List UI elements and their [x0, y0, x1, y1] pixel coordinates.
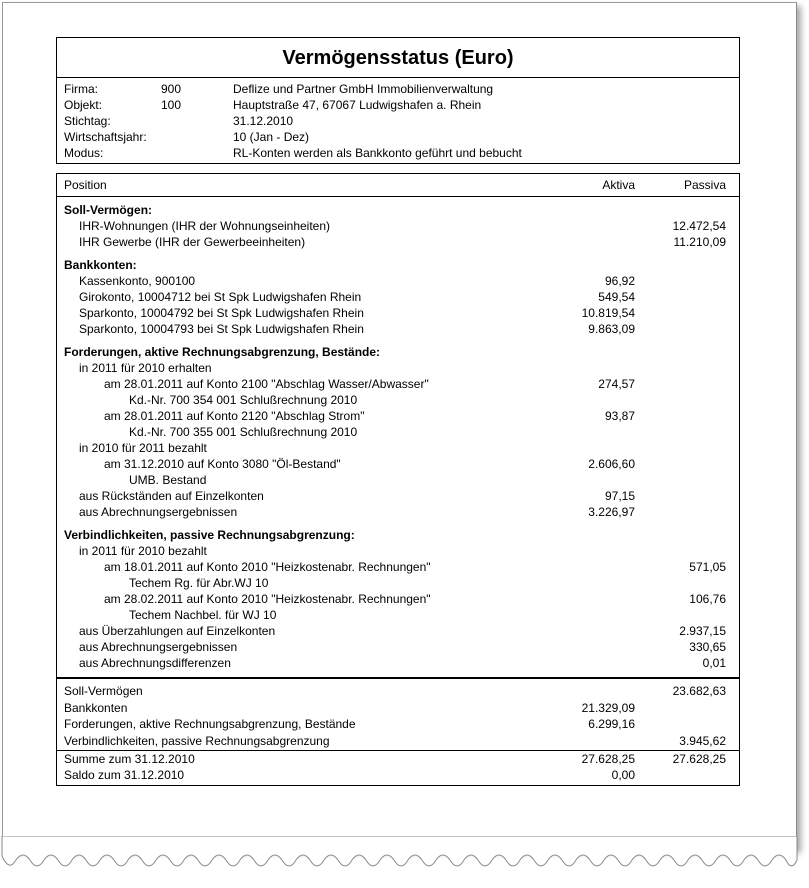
- totals-label: Saldo zum 31.12.2010: [64, 768, 185, 782]
- table-row-label: am 18.01.2011 auf Konto 2010 "Heizkostenabr. Rechnungen": [104, 560, 431, 574]
- table-row-aktiva: 10.819,54: [581, 306, 635, 320]
- table-row-label: Girokonto, 10004712 bei St Spk Ludwigshafen Rhein: [79, 290, 362, 304]
- table-row-label: aus Überzahlungen auf Einzelkonten: [79, 624, 276, 638]
- table-row-passiva: 2.937,15: [679, 624, 726, 638]
- info-code: 900: [161, 82, 182, 96]
- table-row-label: aus Abrechnungsdifferenzen: [79, 656, 231, 670]
- table-row-label: IHR-Wohnungen (IHR der Wohnungseinheiten): [79, 219, 331, 233]
- info-value: Deflize und Partner GmbH Immobilienverwaltung: [233, 82, 494, 96]
- table-row-label: in 2011 für 2010 erhalten: [79, 361, 212, 375]
- table-row-label: Kassenkonto, 900100: [79, 274, 196, 288]
- info-label: Wirtschaftsjahr:: [64, 130, 147, 144]
- table-row-label: am 28.01.2011 auf Konto 2120 "Abschlag Strom": [104, 409, 365, 423]
- col-header-passiva: Passiva: [683, 178, 726, 192]
- section-heading: Verbindlichkeiten, passive Rechnungsabgrenzung:: [64, 528, 355, 542]
- table-row-label: am 28.02.2011 auf Konto 2010 "Heizkostenabr. Rechnungen": [104, 592, 431, 606]
- section-heading: Forderungen, aktive Rechnungsabgrenzung, Bestände:: [64, 345, 381, 359]
- table-row-label: am 28.01.2011 auf Konto 2100 "Abschlag Wasser/Abwasser": [104, 377, 429, 391]
- torn-page-edge: [0, 836, 809, 888]
- table-row-passiva: 12.472,54: [672, 219, 726, 233]
- summary-passiva: 3.945,62: [679, 733, 726, 748]
- summary-aktiva: 6.299,16: [588, 717, 635, 731]
- title-divider: [57, 77, 739, 78]
- info-value: RL-Konten werden als Bankkonto geführt und bebucht: [233, 146, 522, 160]
- totals-divider: [57, 750, 739, 751]
- header-divider: [57, 196, 739, 197]
- col-header-position: Position: [64, 178, 107, 192]
- totals-aktiva: 27.628,25: [581, 752, 635, 766]
- table-row-label: aus Abrechnungsergebnissen: [79, 505, 238, 519]
- table-row-label: IHR Gewerbe (IHR der Gewerbeeinheiten): [79, 235, 306, 249]
- summary-label: Forderungen, aktive Rechnungsabgrenzung, Bestände: [64, 717, 356, 731]
- table-row-label: in 2010 für 2011 bezahlt: [79, 441, 207, 455]
- table-row-aktiva: 3.226,97: [588, 505, 635, 519]
- info-code: 100: [161, 98, 182, 112]
- summary-label: Soll-Vermögen: [64, 684, 143, 698]
- section-heading: Soll-Vermögen:: [64, 203, 153, 217]
- table-row-aktiva: 93,87: [604, 409, 635, 423]
- table-row-label: am 31.12.2010 auf Konto 3080 "Öl-Bestand": [104, 457, 341, 471]
- table-row-passiva: 571,05: [689, 560, 726, 574]
- table-row-aktiva: 96,92: [604, 274, 635, 288]
- table-row-aktiva: 97,15: [604, 489, 635, 503]
- table-row-aktiva: 274,57: [598, 377, 635, 391]
- table-row-label: Techem Rg. für Abr.WJ 10: [129, 576, 269, 590]
- col-header-aktiva: Aktiva: [602, 178, 635, 192]
- table-row-aktiva: 9.863,09: [588, 322, 635, 336]
- info-label: Stichtag:: [64, 114, 111, 128]
- table-row-label: aus Abrechnungsergebnissen: [79, 640, 238, 654]
- totals-passiva: 27.628,25: [672, 752, 726, 766]
- info-label: Firma:: [64, 82, 98, 96]
- table-row-label: Kd.-Nr. 700 354 001 Schlußrechnung 2010: [129, 393, 358, 407]
- section-heading: Bankkonten:: [64, 258, 137, 272]
- table-row-label: Sparkonto, 10004792 bei St Spk Ludwigshafen Rhein: [79, 306, 364, 320]
- totals-aktiva: 0,00: [611, 768, 635, 782]
- summary-passiva: 23.682,63: [672, 684, 726, 698]
- summary-table: [56, 678, 740, 786]
- info-value: 10 (Jan - Dez): [233, 130, 310, 144]
- table-row-aktiva: 549,54: [598, 290, 635, 304]
- table-row-passiva: 0,01: [702, 656, 726, 670]
- table-row-passiva: 106,76: [689, 592, 726, 606]
- info-value: 31.12.2010: [233, 114, 294, 128]
- table-row-label: Kd.-Nr. 700 355 001 Schlußrechnung 2010: [129, 425, 358, 439]
- table-row-aktiva: 2.606,60: [588, 457, 635, 471]
- title-box: [56, 37, 740, 164]
- summary-label: Verbindlichkeiten, passive Rechnungsabgrenzung: [64, 733, 330, 748]
- summary-aktiva: 21.329,09: [581, 700, 635, 715]
- info-label: Objekt:: [64, 98, 103, 112]
- info-label: Modus:: [64, 146, 104, 160]
- totals-label: Summe zum 31.12.2010: [64, 752, 195, 766]
- table-row-label: aus Rückständen auf Einzelkonten: [79, 489, 264, 503]
- position-table: [56, 173, 740, 678]
- summary-label: Bankkonten: [64, 700, 128, 715]
- table-row-passiva: 330,65: [689, 640, 726, 654]
- table-row-label: in 2011 für 2010 bezahlt: [79, 544, 207, 558]
- info-value: Hauptstraße 47, 67067 Ludwigshafen a. Rhein: [233, 98, 482, 112]
- table-row-label: Sparkonto, 10004793 bei St Spk Ludwigshafen Rhein: [79, 322, 364, 336]
- table-row-label: UMB. Bestand: [129, 473, 207, 487]
- table-row-passiva: 11.210,09: [673, 235, 726, 249]
- table-row-label: Techem Nachbel. für WJ 10: [129, 608, 277, 622]
- report-title: Vermögensstatus (Euro): [282, 47, 514, 69]
